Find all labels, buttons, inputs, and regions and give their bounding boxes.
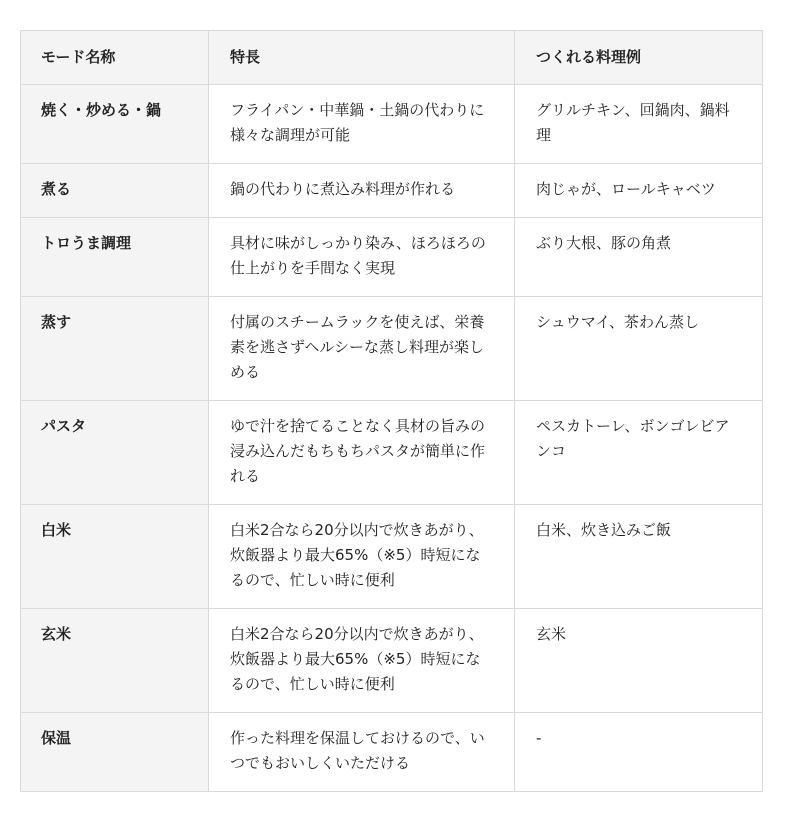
mode-name-cell: 保温: [21, 713, 209, 792]
table-header: [21, 31, 763, 85]
table-row: [21, 218, 763, 297]
feature-cell: 作った料理を保温しておけるので、いつでもおいしくいただける: [209, 713, 515, 792]
cooking-modes-table: [20, 30, 763, 792]
dish-examples-cell: グリルチキン、回鍋肉、鍋料理: [515, 85, 763, 164]
feature-cell: 具材に味がしっかり染み、ほろほろの仕上がりを手間なく実現: [209, 218, 515, 297]
dish-examples-cell: 肉じゃが、ロールキャベツ: [515, 164, 763, 218]
table-row: [21, 164, 763, 218]
dish-examples-cell: ぶり大根、豚の角煮: [515, 218, 763, 297]
table-row: [21, 505, 763, 609]
mode-name-cell: 白米: [21, 505, 209, 609]
feature-cell: 鍋の代わりに煮込み料理が作れる: [209, 164, 515, 218]
header-feature: 特長: [209, 31, 515, 85]
table-row: [21, 609, 763, 713]
dish-examples-cell: シュウマイ、茶わん蒸し: [515, 297, 763, 401]
table-row: [21, 713, 763, 792]
feature-cell: フライパン・中華鍋・土鍋の代わりに様々な調理が可能: [209, 85, 515, 164]
table-row: [21, 401, 763, 505]
table-body: [21, 85, 763, 792]
mode-name-cell: 煮る: [21, 164, 209, 218]
feature-cell: ゆで汁を捨てることなく具材の旨みの浸み込んだもちもちパスタが簡単に作れる: [209, 401, 515, 505]
table-row: [21, 297, 763, 401]
dish-examples-cell: ペスカトーレ、ボンゴレビアンコ: [515, 401, 763, 505]
feature-cell: 付属のスチームラックを使えば、栄養素を逃さずヘルシーな蒸し料理が楽しめる: [209, 297, 515, 401]
mode-name-cell: パスタ: [21, 401, 209, 505]
feature-cell: 白米2合なら20分以内で炊きあがり、炊飯器より最大65%（※5）時短になるので、忙しい時に便利: [209, 505, 515, 609]
dish-examples-cell: 玄米: [515, 609, 763, 713]
mode-name-cell: 蒸す: [21, 297, 209, 401]
dish-examples-cell: 白米、炊き込みご飯: [515, 505, 763, 609]
mode-name-cell: 玄米: [21, 609, 209, 713]
feature-cell: 白米2合なら20分以内で炊きあがり、炊飯器より最大65%（※5）時短になるので、忙しい時に便利: [209, 609, 515, 713]
mode-name-cell: トロうま調理: [21, 218, 209, 297]
header-row: [21, 31, 763, 85]
mode-name-cell: 焼く・炒める・鍋: [21, 85, 209, 164]
cooking-modes-table-container: [20, 30, 762, 792]
table-row: [21, 85, 763, 164]
dish-examples-cell: -: [515, 713, 763, 792]
header-dish-examples: つくれる料理例: [515, 31, 763, 85]
header-mode-name: モード名称: [21, 31, 209, 85]
